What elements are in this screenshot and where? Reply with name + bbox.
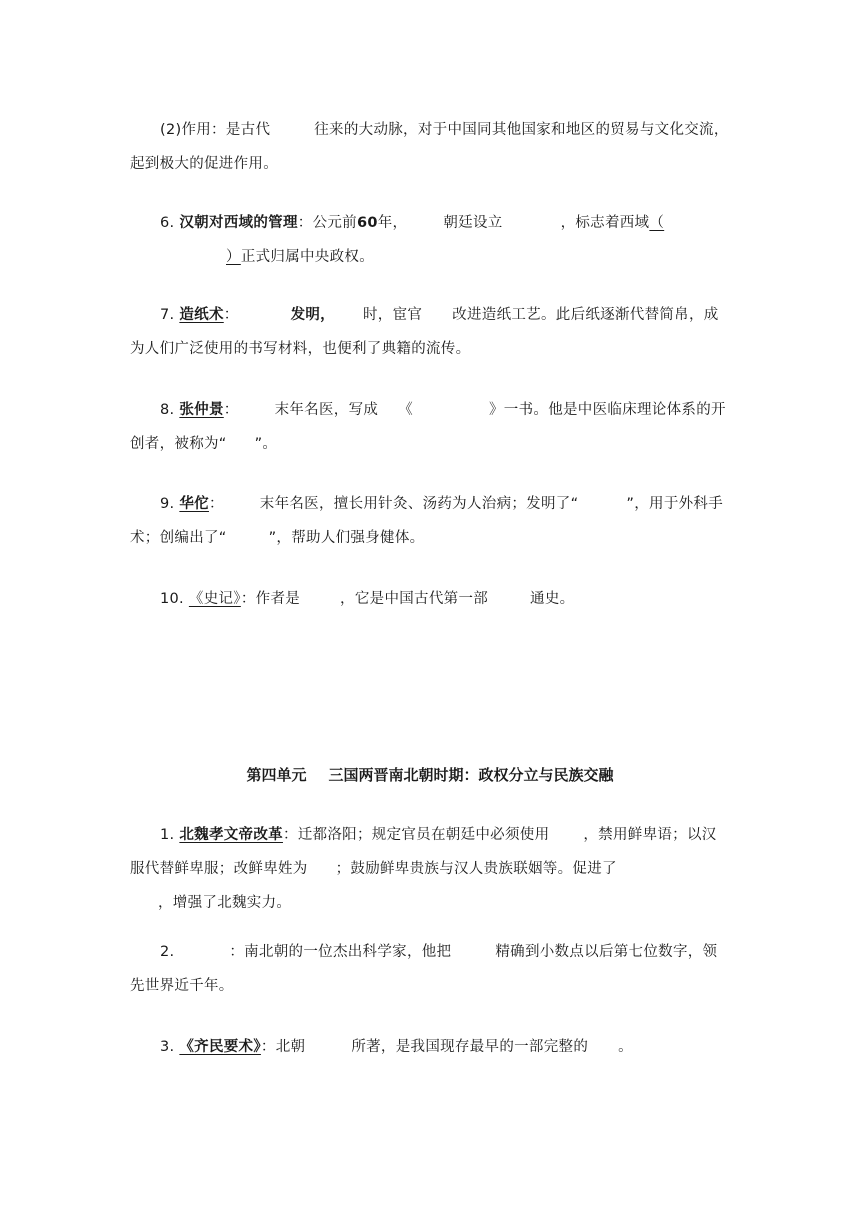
unit4-item-1-text-1: ：迁都洛阳；规定官员在朝廷中必须使用: [282, 827, 550, 843]
effect-label: (2)作用: [160, 122, 212, 138]
item-10-text-1: ：作者是: [240, 591, 301, 607]
unit4-item-1-text-2: ，禁用鲜卑语；以汉服代替鲜卑服；改鲜卑姓为: [130, 827, 717, 877]
item-7-text-3: 时，宦官: [362, 307, 423, 323]
item-6-paren-open: （: [649, 215, 665, 231]
paragraph-item-9: [130, 487, 730, 555]
item-6-label: 汉朝对西域的管理: [179, 215, 298, 231]
item-8-text-4: 》一书。他是中医临床理论体系的开创者，被称为“: [130, 402, 726, 452]
item-6-text-3: 朝廷设立: [443, 215, 503, 231]
paragraph-unit4-item-2: [130, 935, 730, 1003]
item-6-paren-close: ）: [226, 249, 241, 265]
item-number: 6.: [160, 215, 175, 231]
item-number: 10.: [160, 591, 184, 607]
paragraph-item-10: [130, 582, 730, 616]
effect-text-2: 往来的大动脉，对于中国同其他国家和地区的贸易与文化交流，起到极大的促进作用。: [130, 122, 729, 172]
unit4-item-1-text-4: ，增强了北魏实力。: [158, 895, 292, 911]
item-10-label: 《史记》: [188, 591, 241, 607]
unit4-item-1-text-3: ；鼓励鲜卑贵族与汉人贵族联姻等。促进了: [335, 861, 617, 877]
item-6-text-1: ：公元前: [297, 215, 357, 231]
item-9-label: 华佗: [179, 496, 209, 512]
item-9-text-2: 末年名医，擅长用针灸、汤药为人治病；发明了“: [259, 496, 579, 512]
paragraph-silk-road-effect: [130, 113, 730, 181]
item-8-text-1: ：: [223, 402, 239, 418]
unit4-item-3-text-3: 。: [618, 1039, 633, 1055]
item-6-year: 60: [356, 215, 378, 231]
unit4-item-3-text-2: 所著，是我国现存最早的一部完整的: [351, 1039, 589, 1055]
paragraph-item-6: [130, 206, 730, 274]
item-10-text-2: ，它是中国古代第一部: [340, 591, 489, 607]
paragraph-item-7: [130, 298, 730, 366]
paragraph-unit4-item-3: [130, 1030, 730, 1064]
item-number: 1.: [160, 827, 175, 843]
unit4-item-3-label: 《齐民要术》: [179, 1039, 261, 1055]
unit-heading: [0, 764, 860, 785]
item-8-text-5: ”。: [254, 436, 278, 452]
unit4-item-1-label: 北魏孝文帝改革: [179, 827, 283, 843]
item-8-text-2: 末年名医，写成: [274, 402, 379, 418]
item-7-label: 造纸术: [179, 307, 224, 323]
item-7-text-2: 发明，: [290, 307, 335, 323]
paragraph-unit4-item-1: [130, 818, 730, 920]
item-6-text-4: ，标志着西域: [560, 215, 650, 231]
paragraph-item-8: [130, 393, 730, 461]
item-6-text-5: 正式归属中央政权。: [240, 249, 375, 265]
item-number: 3.: [160, 1039, 175, 1055]
item-number: 7.: [160, 307, 175, 323]
item-8-label: 张仲景: [179, 402, 224, 418]
item-10-text-3: 通史。: [530, 591, 575, 607]
item-7-text-1: ：: [223, 307, 239, 323]
unit4-item-2-text-2: 精确到小数点以后第七位数字，领先世界近千年。: [130, 944, 718, 994]
item-7-text-4: 改进造纸工艺。此后纸逐渐代替简帛，成为人们广泛使用的书写材料，也便利了典籍的流传。: [130, 307, 719, 357]
item-9-text-1: ：: [208, 496, 224, 512]
item-number: 2.: [160, 944, 175, 960]
item-number: 8.: [160, 402, 175, 418]
unit-number: 第四单元: [246, 766, 307, 784]
item-number: 9.: [160, 496, 175, 512]
item-9-text-3: ”，用于外科手术；创编出了“: [130, 496, 724, 546]
item-8-text-3: 《: [398, 402, 413, 418]
unit4-item-2-text-1: ：南北朝的一位杰出科学家，他把: [229, 944, 452, 960]
item-9-text-4: ”，帮助人们强身健体。: [268, 530, 425, 546]
item-6-text-2: 年，: [377, 215, 408, 231]
unit4-item-3-text-1: ：北朝: [260, 1039, 306, 1055]
unit-title: 三国两晋南北朝时期：政权分立与民族交融: [328, 766, 614, 784]
effect-text-1: ：是古代: [211, 122, 271, 138]
